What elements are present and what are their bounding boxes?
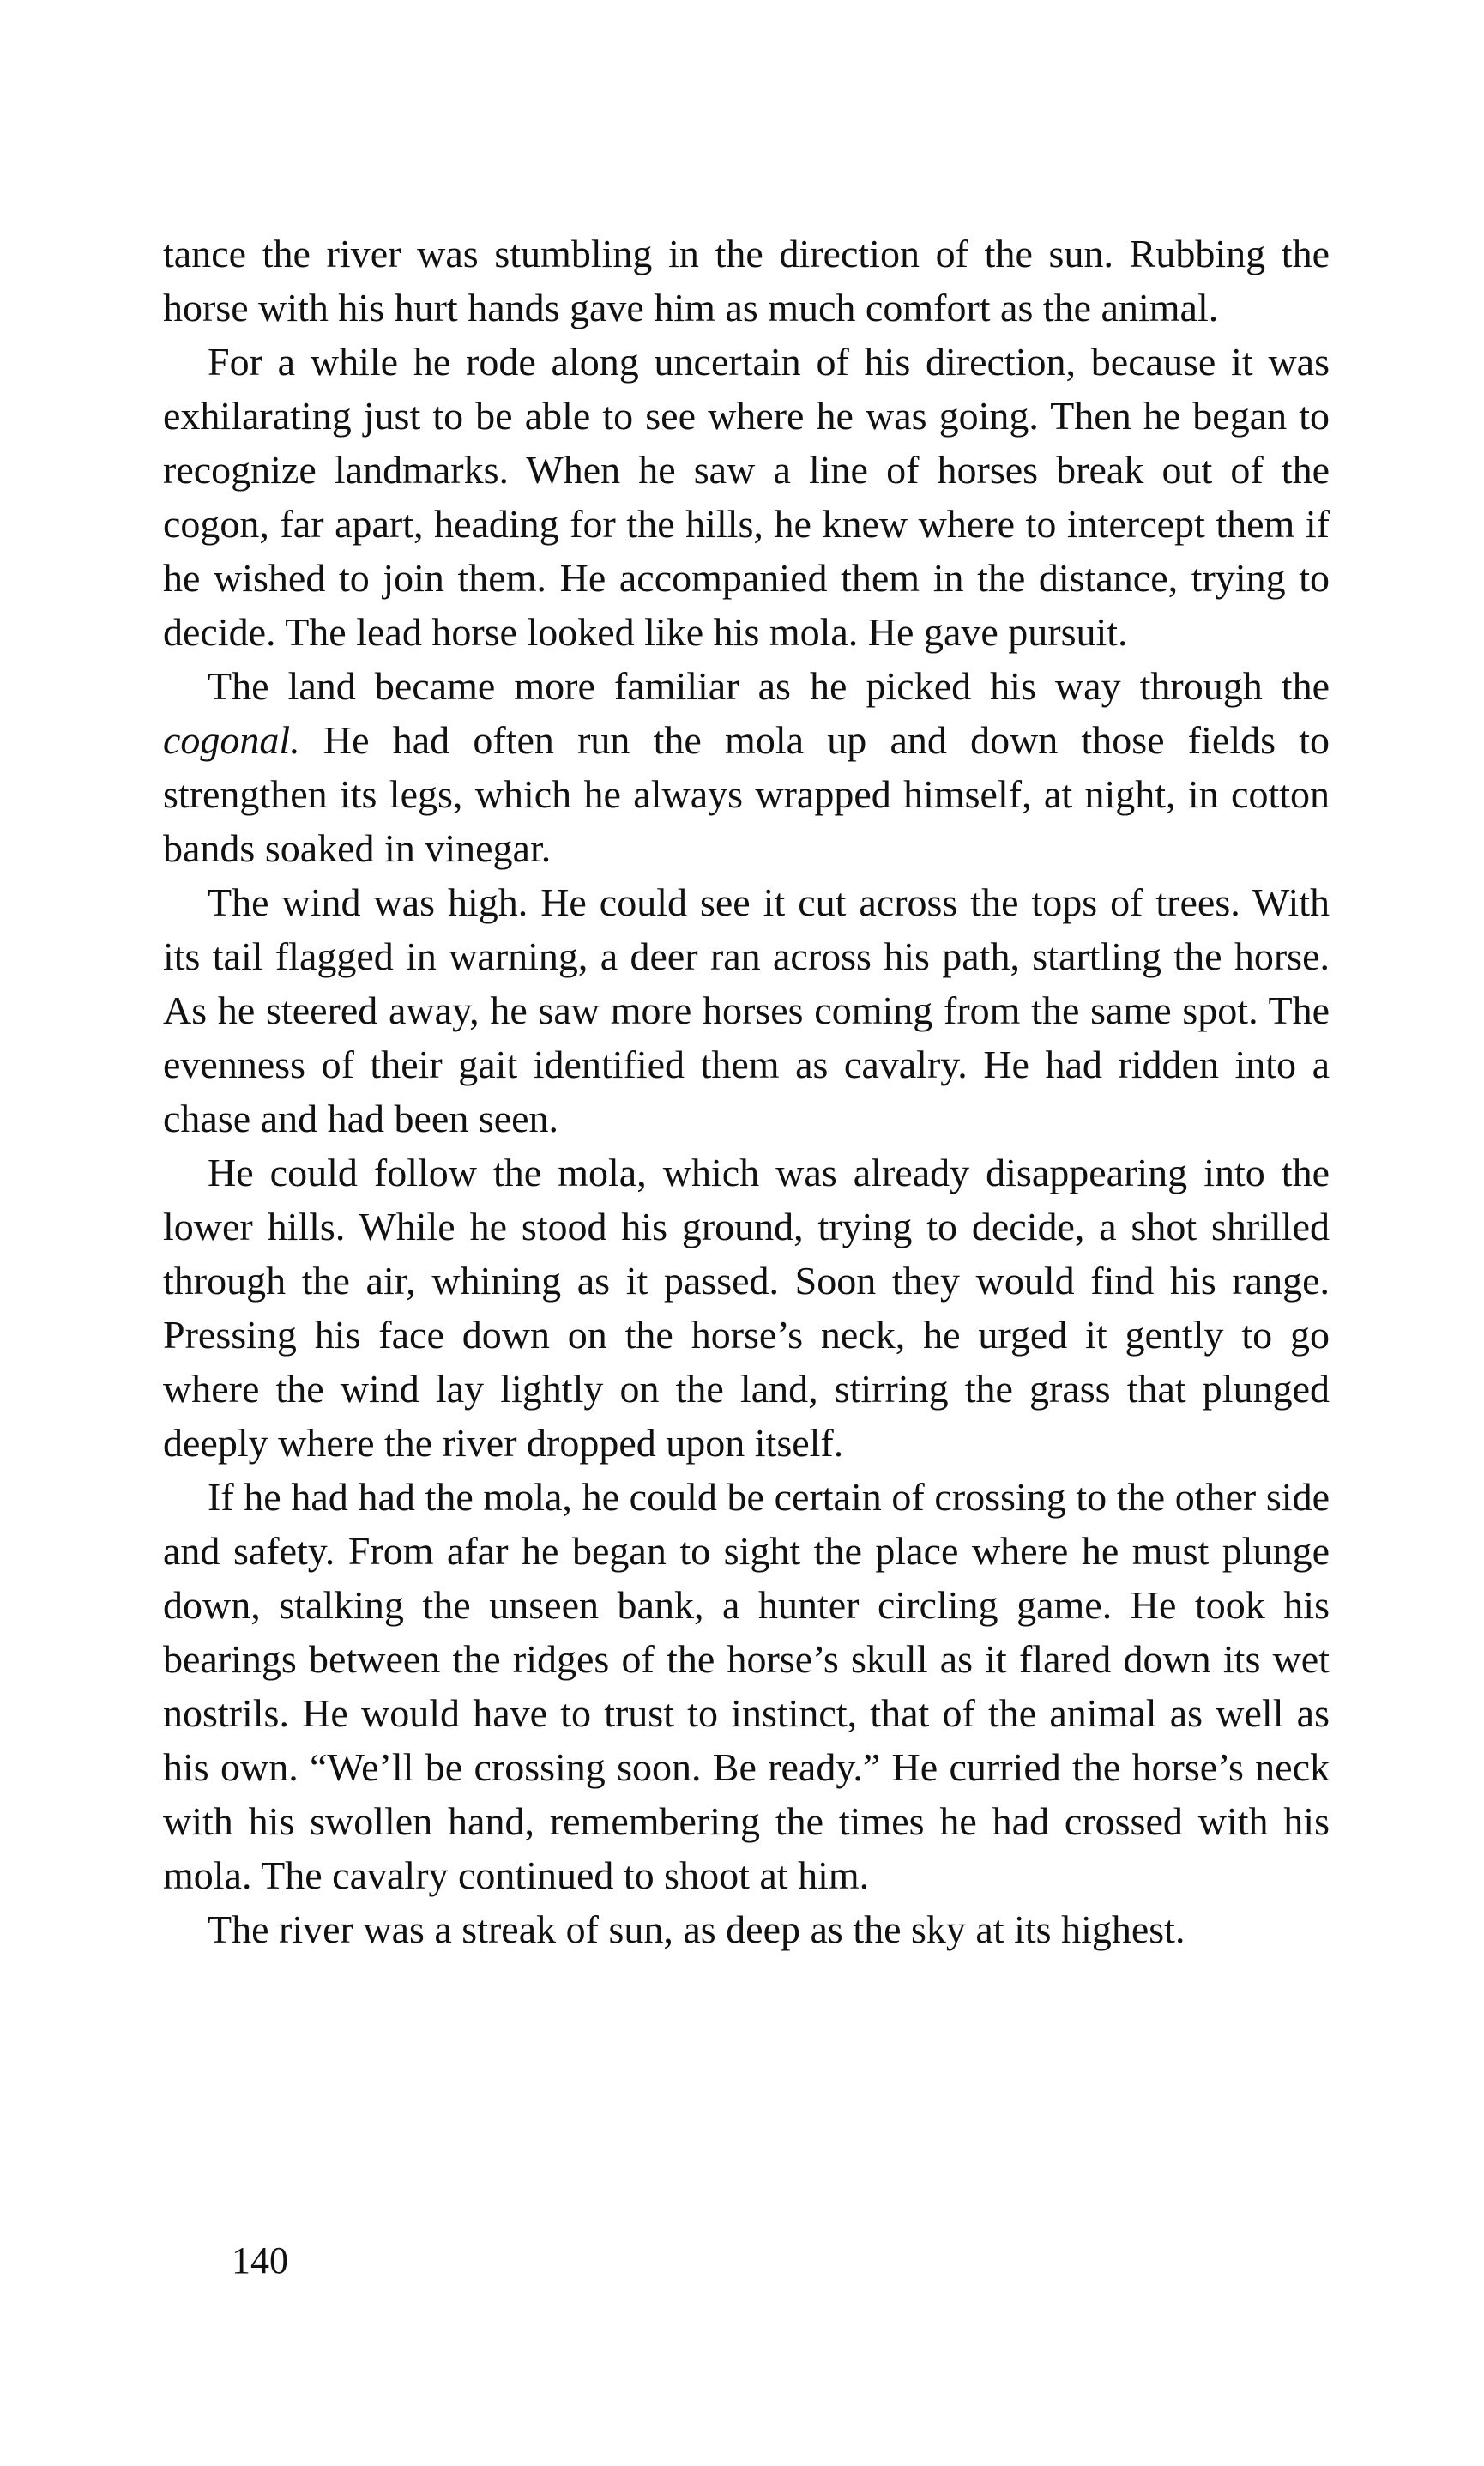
- paragraph-3-end: He had often run the mola up and down those fields to strengthen its legs, which he always wrapped himself, at night, in cotton bands soaked in vinegar.: [163, 718, 1330, 870]
- body-text: [163, 227, 1330, 1956]
- paragraph-1: tance the river was stumbling in the direction of the sun. Rubbing the horse with his hurt hands gave him as much comfort as the animal.: [163, 232, 1330, 329]
- page-number: 140: [232, 2239, 288, 2282]
- paragraph-6: If he had had the mola, he could be certain of crossing to the other side and safety. From afar he began to sight the place where he must plunge down, stalking the unseen bank, a hunter circling game. He took his bearings between the ridges of the horse’s skull as it flared down its wet nostrils. He would have to trust to instinct, that of the animal as well as his own. “We’ll be crossing soon. Be ready.” He curried the horse’s neck with his swollen hand, remembering the times he had crossed with his mola. The cavalry continued to shoot at him.: [163, 1475, 1330, 1897]
- paragraph-2: For a while he rode along uncertain of his direction, because it was exhilarating just to be able to see where he was going. Then he began to recognize landmarks. When he saw a line of horses break out of the cogon, far apart, heading for the hills, he knew where to intercept them if he wished to join them. He accompanied them in the distance, trying to decide. The lead horse looked like his mola. He gave pursuit.: [163, 340, 1330, 654]
- italic-word-cogonal: cogonal.: [163, 718, 300, 762]
- paragraph-3: [163, 659, 1330, 875]
- paragraph-4: The wind was high. He could see it cut across the tops of trees. With its tail flagged in warning, a deer ran across his path, startling the horse. As he steered away, he saw more horses coming from the same spot. The evenness of their gait identified them as cavalry. He had ridden into a chase and had been seen.: [163, 880, 1330, 1140]
- paragraph-3-start: The land became more familiar as he picked his way through the: [208, 664, 1330, 708]
- paragraph-7: The river was a streak of sun, as deep as the sky at its highest.: [208, 1907, 1185, 1951]
- paragraph-5: He could follow the mola, which was already disappearing into the lower hills. While he stood his ground, trying to decide, a shot shrilled through the air, whining as it passed. Soon they would find his range. Pressing his face down on the horse’s neck, he urged it gently to go where the wind lay lightly on the land, stirring the grass that plunged deeply where the river dropped upon itself.: [163, 1151, 1330, 1465]
